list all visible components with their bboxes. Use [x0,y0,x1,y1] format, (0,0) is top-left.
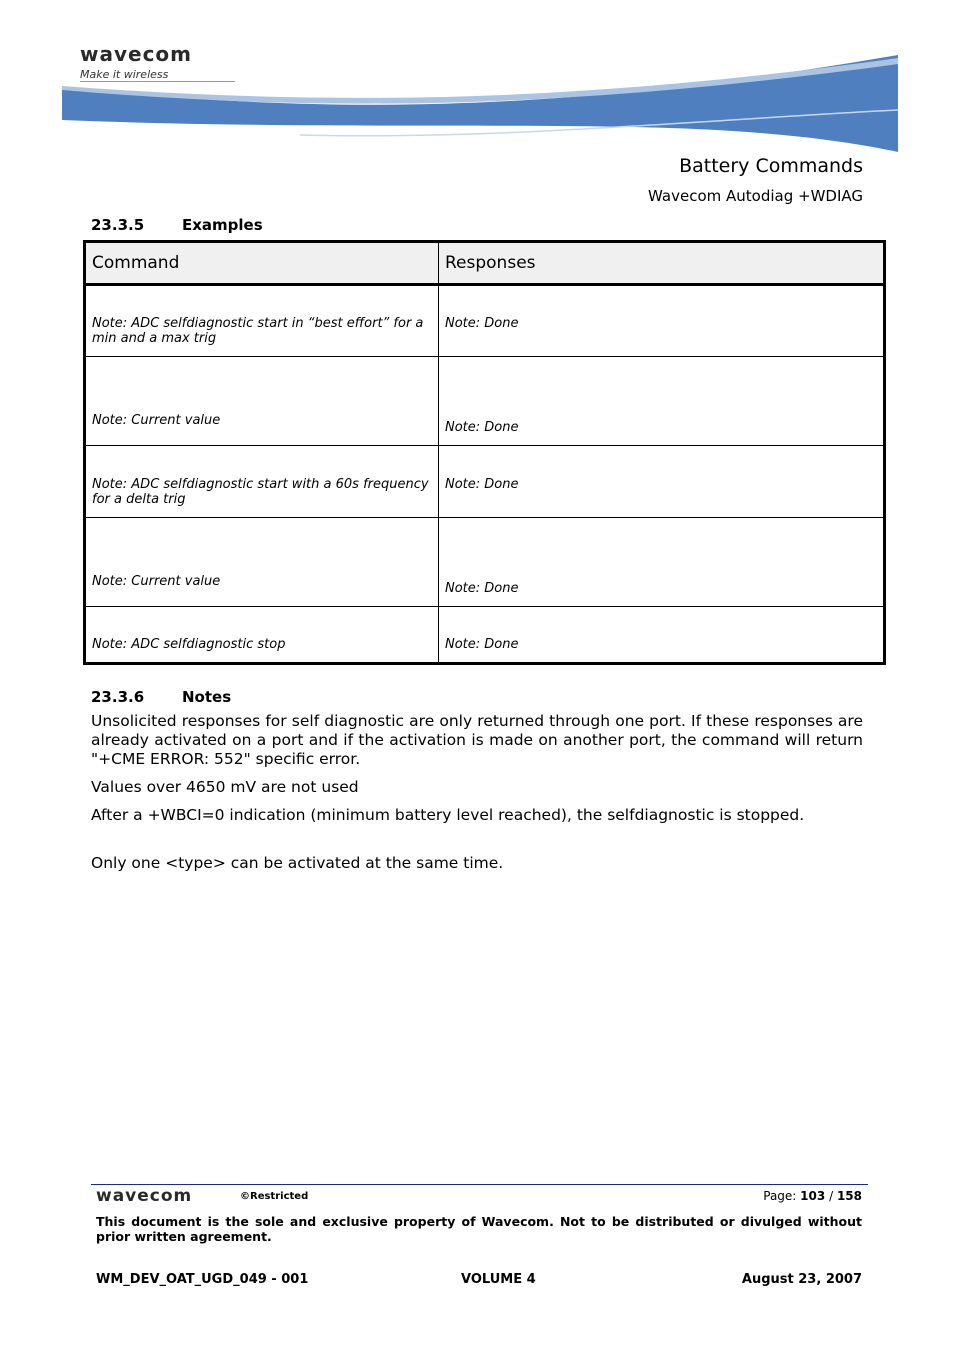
page-number [763,1189,862,1203]
column-header-command: Command [85,242,439,285]
logo-text: wavecom [80,42,193,66]
notes-paragraph: Only one <type> can be activated at the same time. [91,854,504,872]
command-cell: Note: Current value [85,357,439,446]
table-row [85,518,885,607]
section-title: Notes [182,688,232,706]
command-cell: Note: ADC selfdiagnostic start in “best effort” for a min and a max trig [85,285,439,357]
page-label: Page: [763,1189,797,1203]
table-row [85,446,885,518]
response-cell: Note: Done [439,285,885,357]
page-current: 103 [800,1189,826,1203]
footer-rule [91,1184,868,1185]
section-number: 23.3.5 [91,216,145,234]
page-separator: / [829,1189,834,1203]
notes-paragraph: Values over 4650 mV are not used [91,778,359,796]
table-header-row [85,242,885,285]
table-row [85,285,885,357]
restricted-label: ©Restricted [240,1191,309,1202]
notes-paragraph: After a +WBCI=0 indication (minimum battery level reached), the selfdiagnostic is stopped. [91,806,805,824]
property-notice: This document is the sole and exclusive property of Wavecom. Not to be distributed or divulged without prior written agreement. [96,1214,862,1244]
chapter-subtitle: Wavecom Autodiag +WDIAG [648,187,863,205]
document-id: WM_DEV_OAT_UGD_049 - 001 [96,1272,309,1287]
response-cell: Note: Done [439,357,885,446]
footer-logo: wavecom [96,1186,193,1206]
section-heading-notes [91,688,231,706]
column-header-responses: Responses [439,242,885,285]
table-row [85,607,885,664]
logo-tagline: Make it wireless [80,68,169,81]
command-cell: Note: Current value [85,518,439,607]
document-date: August 23, 2007 [741,1272,862,1287]
examples-table [83,240,886,665]
volume-label: VOLUME 4 [461,1272,536,1287]
section-heading-examples [91,216,263,234]
section-number: 23.3.6 [91,688,145,706]
response-cell: Note: Done [439,446,885,518]
command-cell: Note: ADC selfdiagnostic stop [85,607,439,664]
chapter-title: Battery Commands [679,155,863,177]
notes-paragraph: Unsolicited responses for self diagnostic are only returned through one port. If these responses are already activated on a port and if the activation is made on another port, the command will return "+CME ERROR: 552" specific error. [91,712,863,768]
header-swoosh-graphic [0,50,954,160]
page-total: 158 [836,1189,862,1203]
response-cell: Note: Done [439,518,885,607]
command-cell: Note: ADC selfdiagnostic start with a 60s frequency for a delta trig [85,446,439,518]
response-cell: Note: Done [439,607,885,664]
section-title: Examples [182,216,263,234]
table-row [85,357,885,446]
